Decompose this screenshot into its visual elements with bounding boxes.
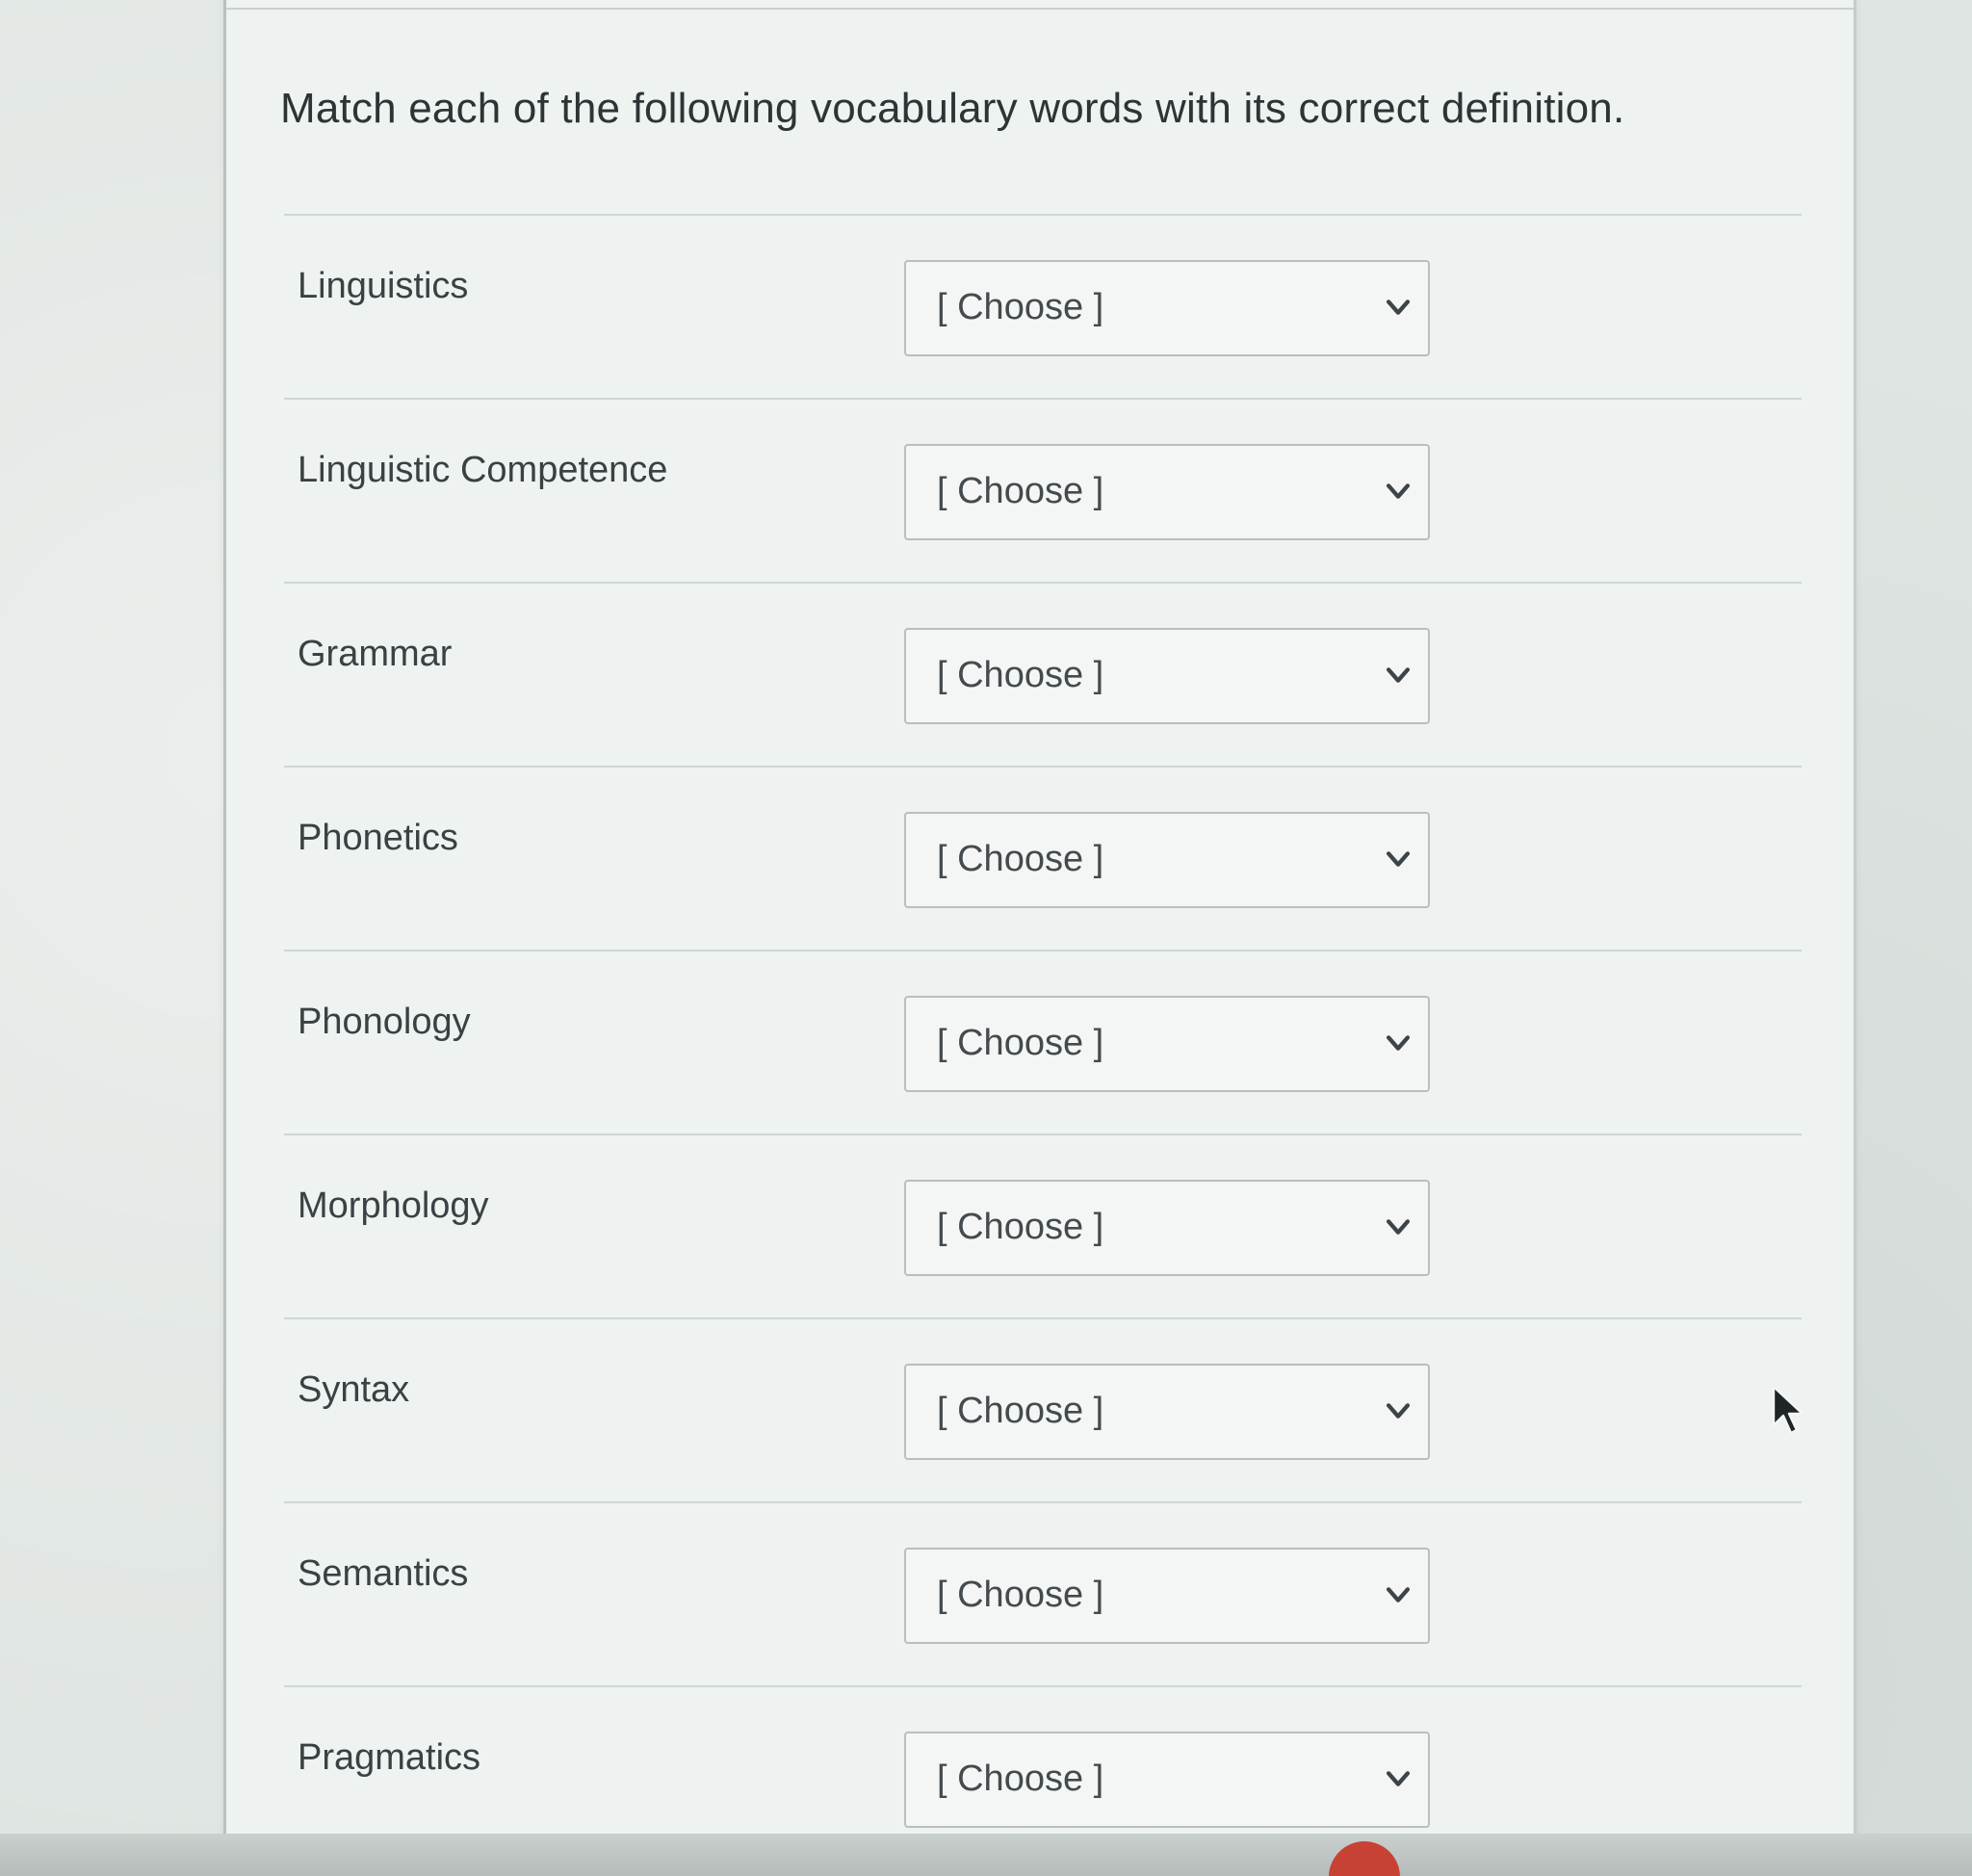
match-row-phonetics — [284, 768, 1802, 951]
definition-select[interactable] — [904, 1732, 1430, 1828]
match-row-semantics — [284, 1503, 1802, 1687]
select-value: [ Choose ] — [937, 287, 1104, 327]
match-row-morphology — [284, 1135, 1802, 1319]
match-row-linguistic-competence — [284, 400, 1802, 584]
question-title: Match each of the following vocabulary words with its correct definition. — [280, 85, 1625, 132]
chevron-down-icon — [1382, 1027, 1414, 1059]
definition-select[interactable] — [904, 1548, 1430, 1644]
term-label: Linguistics — [298, 266, 469, 306]
match-row-phonology — [284, 951, 1802, 1135]
chevron-down-icon — [1382, 291, 1414, 324]
chevron-down-icon — [1382, 475, 1414, 508]
chevron-down-icon — [1382, 1211, 1414, 1243]
mouse-pointer-icon — [1770, 1383, 1808, 1437]
bottom-bezel — [0, 1834, 1972, 1876]
term-label: Phonology — [298, 1002, 471, 1042]
select-value: [ Choose ] — [937, 1391, 1104, 1431]
definition-select[interactable] — [904, 812, 1430, 908]
term-label: Linguistic Competence — [298, 450, 668, 490]
select-value: [ Choose ] — [937, 1759, 1104, 1799]
select-value: [ Choose ] — [937, 1575, 1104, 1615]
term-label: Morphology — [298, 1186, 489, 1226]
definition-select[interactable] — [904, 1180, 1430, 1276]
term-label: Phonetics — [298, 818, 458, 858]
chevron-down-icon — [1382, 659, 1414, 691]
term-label: Syntax — [298, 1369, 410, 1410]
definition-select[interactable] — [904, 628, 1430, 724]
match-row-grammar — [284, 584, 1802, 768]
term-label: Grammar — [298, 634, 453, 674]
definition-select[interactable] — [904, 260, 1430, 356]
chevron-down-icon — [1382, 1762, 1414, 1795]
select-value: [ Choose ] — [937, 1023, 1104, 1063]
match-row-linguistics — [284, 216, 1802, 400]
select-value: [ Choose ] — [937, 1207, 1104, 1247]
select-value: [ Choose ] — [937, 471, 1104, 511]
question-card — [223, 0, 1856, 1876]
matching-rows — [284, 214, 1802, 1869]
chevron-down-icon — [1382, 1394, 1414, 1427]
term-label: Semantics — [298, 1553, 469, 1594]
card-top-divider — [226, 8, 1854, 10]
select-value: [ Choose ] — [937, 655, 1104, 695]
chevron-down-icon — [1382, 843, 1414, 875]
definition-select[interactable] — [904, 1364, 1430, 1460]
definition-select[interactable] — [904, 996, 1430, 1092]
chevron-down-icon — [1382, 1578, 1414, 1611]
term-label: Pragmatics — [298, 1737, 481, 1778]
select-value: [ Choose ] — [937, 839, 1104, 879]
definition-select[interactable] — [904, 444, 1430, 540]
match-row-syntax — [284, 1319, 1802, 1503]
